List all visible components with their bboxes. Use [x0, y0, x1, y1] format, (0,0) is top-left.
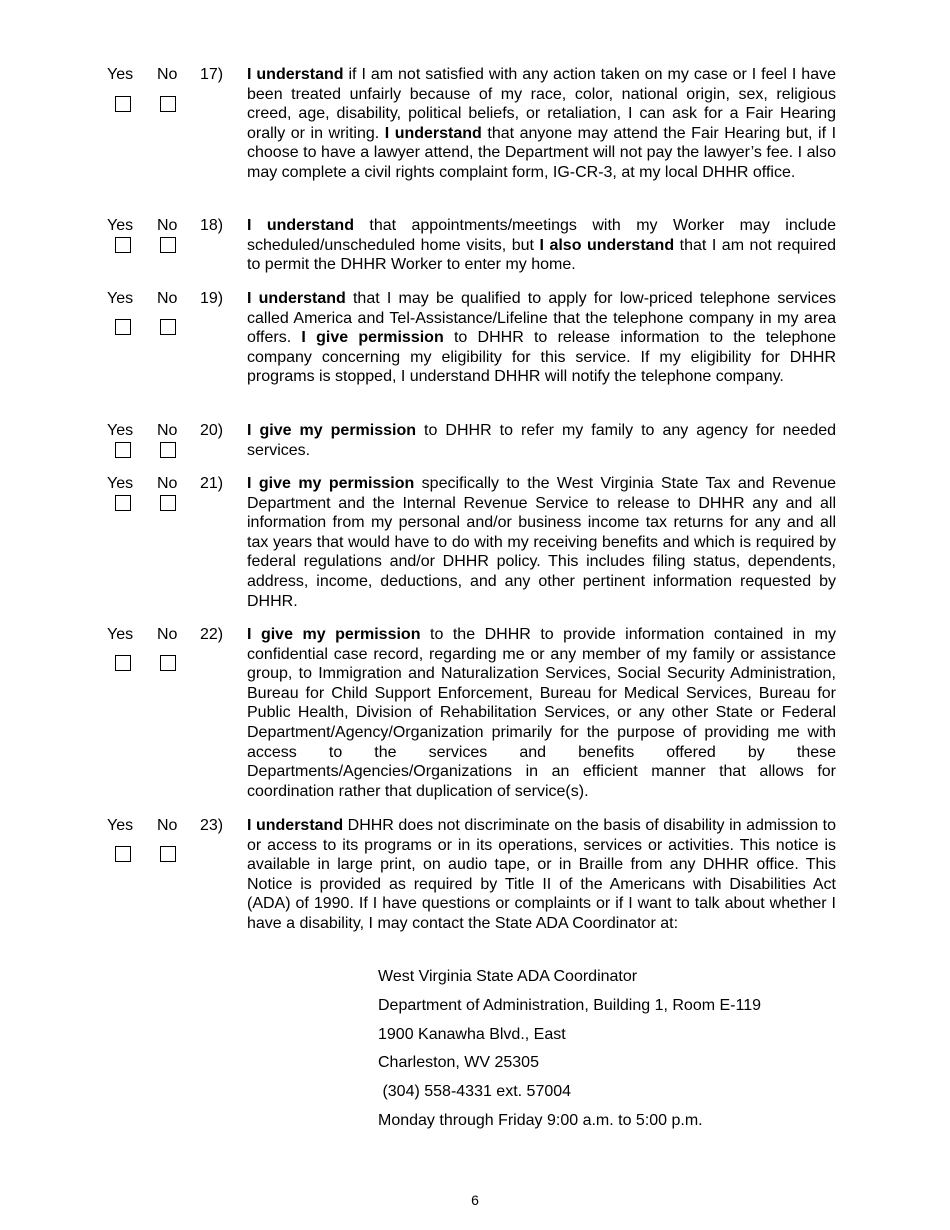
no-label: No — [157, 290, 178, 307]
no-checkbox-18[interactable] — [160, 237, 176, 253]
item-text: I give my permission to DHHR to refer my family to any agency for needed services. — [247, 422, 837, 459]
yes-checkbox-17[interactable] — [115, 96, 131, 112]
item-text: I give my permission specifically to the West Virginia State Tax and Revenue Department and the Internal Revenue Service to release to DHHR any and all information from my personal and/or business income tax returns for any and all tax years that would have to do with my receiving benefits and which is required by federal regulations and/or DHHR policy. This includes filing status, dependents, address, income, deductions, and any other pertinent information requested by DHHR. — [247, 475, 837, 610]
address-line-dept: Department of Administration, Building 1, Room E-119 — [378, 997, 762, 1014]
item-text: I understand if I am not satisfied with any action taken on my case or I feel I have been treated unfairly because of my race, color, national origin, sex, religious creed, age, disability, political beliefs, or retaliation, I can ask for a Fair Hearing orally or in writing. I understand that anyone may attend the Fair Hearing but, if I choose to have a lawyer attend, the Department will not pay the lawyer’s fee. I also may complete a civil rights complaint form, IG-CR-3, at my local DHHR office. — [247, 66, 837, 181]
yes-label: Yes — [107, 290, 134, 307]
item-number: 21) — [200, 475, 224, 492]
no-checkbox-22[interactable] — [160, 655, 176, 671]
address-line-street: 1900 Kanawha Blvd., East — [378, 1026, 566, 1043]
yes-label: Yes — [107, 626, 134, 643]
yes-label: Yes — [107, 217, 134, 234]
address-line-phone: (304) 558-4331 ext. 57004 — [378, 1083, 572, 1100]
yes-checkbox-20[interactable] — [115, 442, 131, 458]
yes-checkbox-22[interactable] — [115, 655, 131, 671]
no-label: No — [157, 422, 178, 439]
no-label: No — [157, 817, 178, 834]
address-line-org: West Virginia State ADA Coordinator — [378, 968, 638, 985]
item-number: 20) — [200, 422, 224, 439]
item-number: 18) — [200, 217, 224, 234]
no-checkbox-19[interactable] — [160, 319, 176, 335]
item-number: 22) — [200, 626, 224, 643]
address-line-city: Charleston, WV 25305 — [378, 1054, 539, 1071]
no-checkbox-23[interactable] — [160, 846, 176, 862]
item-text: I understand that I may be qualified to apply for low-priced telephone services called America and Tel-Assistance/Lifeline that the telephone company in my area offers. I give permission to DHHR to release information to the telephone company concerning my eligibility for this service. If my eligibility for DHHR programs is stopped, I understand DHHR will notify the telephone company. — [247, 290, 837, 386]
yes-label: Yes — [107, 817, 134, 834]
item-number: 17) — [200, 66, 224, 83]
page-number: 6 — [471, 1192, 479, 1208]
yes-label: Yes — [107, 66, 134, 83]
item-text: I understand DHHR does not discriminate on the basis of disability in admission to or access to its programs or in its operations, services or activities. This notice is available in large print, on audio tape, or in Braille from any DHHR office. This Notice is provided as required by Title II of the Americans with Disabilities Act (ADA) of 1990. If I have questions or complaints or if I want to talk about whether I have a disability, I may contact the State ADA Coordinator at: — [247, 817, 837, 932]
no-checkbox-17[interactable] — [160, 96, 176, 112]
yes-checkbox-21[interactable] — [115, 495, 131, 511]
no-label: No — [157, 475, 178, 492]
yes-label: Yes — [107, 422, 134, 439]
no-checkbox-21[interactable] — [160, 495, 176, 511]
no-label: No — [157, 626, 178, 643]
yes-checkbox-19[interactable] — [115, 319, 131, 335]
item-text: I understand that appointments/meetings with my Worker may include scheduled/unscheduled home visits, but I also understand that I am not required to permit the DHHR Worker to enter my home. — [247, 217, 837, 274]
yes-checkbox-18[interactable] — [115, 237, 131, 253]
address-line-hours: Monday through Friday 9:00 a.m. to 5:00 p.m. — [378, 1112, 703, 1129]
no-label: No — [157, 217, 178, 234]
no-label: No — [157, 66, 178, 83]
yes-checkbox-23[interactable] — [115, 846, 131, 862]
item-number: 19) — [200, 290, 224, 307]
yes-label: Yes — [107, 475, 134, 492]
item-number: 23) — [200, 817, 224, 834]
no-checkbox-20[interactable] — [160, 442, 176, 458]
item-text: I give my permission to the DHHR to provide information contained in my confidential case record, regarding me or any member of my family or assistance group, to Immigration and Naturalization Services, Social Security Administration, Bureau for Child Support Enforcement, Bureau for Medical Services, Bureau for Public Health, Division of Rehabilitation Services, or any other State or Federal Department/Agency/Organization primarily for the purpose of providing me with access to the services and benefits offered by these Departments/Agencies/Organizations in an efficient manner that allows for coordination rather that duplication of service(s). — [247, 626, 837, 800]
